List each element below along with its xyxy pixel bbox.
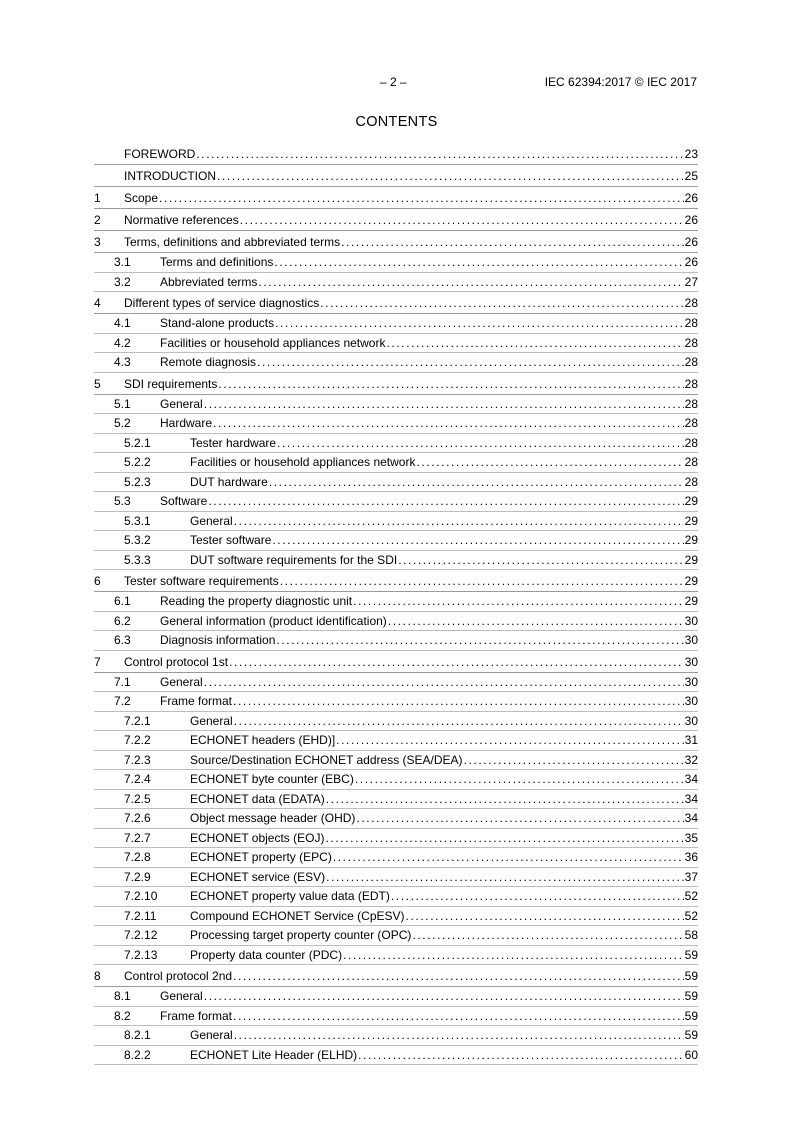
toc-entry-page: 30 (684, 694, 698, 708)
toc-entry-number: 3 (94, 235, 101, 249)
toc-entry-page: 28 (684, 416, 698, 430)
toc-entry[interactable] (94, 987, 698, 1007)
toc-entry-number: 7.2.2 (124, 733, 151, 747)
toc-entry-page: 59 (684, 947, 698, 962)
toc-entry-number: 5.1 (114, 396, 131, 411)
toc-entry-page: 29 (684, 494, 698, 508)
toc-entry[interactable] (94, 531, 698, 551)
dot-leader (234, 712, 684, 732)
dot-leader (355, 770, 684, 790)
dot-leader (280, 570, 684, 592)
toc-entry[interactable] (94, 165, 698, 187)
dot-leader (358, 1046, 683, 1066)
toc-entry-page: 34 (684, 772, 698, 786)
dot-leader (274, 253, 683, 273)
toc-entry-label: ECHONET Lite Header (ELHD) (190, 1047, 358, 1062)
toc-entry[interactable] (94, 373, 698, 395)
toc-entry-number: 4.1 (114, 316, 131, 330)
toc-entry[interactable] (94, 551, 698, 571)
toc-entry-label: Frame format (160, 1008, 233, 1023)
page-number: – 2 – (380, 75, 407, 89)
toc-entry-page: 28 (684, 335, 698, 350)
toc-entry-page: 34 (684, 791, 698, 806)
toc-entry[interactable] (94, 592, 698, 612)
toc-entry-label: Terms and definitions (160, 255, 274, 269)
toc-entry-label: FOREWORD (124, 147, 196, 161)
toc-entry-number: 7.2.12 (124, 928, 158, 942)
toc-entry-label: DUT software requirements for the SDI (190, 552, 398, 567)
toc-entry-label: SDI requirements (124, 376, 218, 391)
toc-entry-label: ECHONET headers (EHD)] (190, 733, 336, 747)
toc-entry-number: 7.2.10 (124, 889, 158, 903)
toc-entry-page: 52 (684, 889, 698, 903)
toc-entry[interactable] (94, 512, 698, 532)
toc-entry-label: DUT hardware (190, 474, 268, 489)
dot-leader (204, 395, 684, 415)
dot-leader (229, 651, 684, 673)
toc-entry-number: 5.3.1 (124, 513, 151, 528)
toc-entry-page: 29 (684, 552, 698, 567)
toc-entry[interactable] (94, 292, 698, 314)
toc-entry-label: Tester hardware (190, 435, 277, 450)
toc-entry[interactable] (94, 231, 698, 253)
toc-entry[interactable] (94, 946, 698, 966)
toc-entry-label: Scope (124, 191, 159, 205)
toc-entry-page: 28 (684, 435, 698, 450)
dot-leader (204, 673, 684, 693)
toc-entry-page: 29 (684, 594, 698, 608)
toc-entry-number: 7.2.5 (124, 791, 151, 806)
toc-entry-number: 5.2 (114, 416, 131, 430)
dot-leader (276, 631, 683, 651)
toc-entry-label: General (160, 396, 203, 411)
toc-entry-label: General (190, 713, 233, 728)
toc-entry-number: 7.2 (114, 694, 131, 708)
toc-entry-number: 5.3.2 (124, 533, 151, 547)
dot-leader (257, 353, 684, 373)
toc-entry[interactable] (94, 395, 698, 415)
toc-entry-page: 30 (684, 633, 698, 647)
toc-entry-label: General (190, 1028, 233, 1042)
dot-leader (159, 187, 684, 209)
toc-entry-number: 4.2 (114, 335, 131, 350)
toc-entry-page: 58 (684, 928, 698, 942)
toc-entry[interactable] (94, 143, 698, 165)
toc-entry-label: INTRODUCTION (124, 169, 216, 183)
toc-entry-label: Hardware (160, 416, 213, 430)
toc-entry-page: 59 (684, 969, 698, 983)
toc-entry-page: 30 (684, 713, 698, 728)
toc-entry[interactable] (94, 751, 698, 771)
dot-leader (217, 165, 684, 187)
dot-leader (196, 143, 683, 165)
dot-leader (333, 848, 684, 868)
toc-entry[interactable] (94, 829, 698, 849)
toc-entry-number: 7.2.8 (124, 850, 151, 864)
toc-entry[interactable] (94, 712, 698, 732)
toc-entry-number: 7 (94, 654, 101, 669)
toc-entry-page: 59 (684, 989, 698, 1003)
page-title: CONTENTS (355, 114, 438, 130)
toc-entry[interactable] (94, 1046, 698, 1066)
toc-entry-label: Control protocol 2nd (124, 969, 233, 983)
dot-leader (213, 414, 684, 434)
toc-entry-page: 26 (684, 191, 698, 205)
toc-entry[interactable] (94, 1007, 698, 1027)
dot-leader (233, 965, 684, 987)
toc-entry[interactable] (94, 631, 698, 651)
toc-entry-page: 26 (684, 235, 698, 249)
toc-entry[interactable] (94, 314, 698, 334)
toc-entry-label: General (190, 513, 233, 528)
toc-entry-number: 7.2.6 (124, 811, 151, 825)
toc-entry-label: Normative references (124, 213, 239, 227)
toc-entry-page: 28 (684, 396, 698, 411)
toc-entry[interactable] (94, 414, 698, 434)
toc-entry-page: 32 (684, 752, 698, 767)
toc-entry-label: ECHONET data (EDATA) (190, 791, 325, 806)
toc-entry-page: 30 (684, 613, 698, 628)
toc-entry-number: 6.3 (114, 633, 131, 647)
toc-entry[interactable] (94, 887, 698, 907)
toc-entry-number: 8.2.2 (124, 1047, 151, 1062)
toc-entry-page: 60 (684, 1047, 698, 1062)
dot-leader (204, 987, 684, 1007)
toc-entry-label: ECHONET property value data (EDT) (190, 889, 390, 903)
toc-entry-page: 26 (684, 255, 698, 269)
toc-entry[interactable] (94, 692, 698, 712)
page-header (0, 75, 793, 93)
toc-entry-label: Stand-alone products (160, 316, 275, 330)
toc-entry-page: 28 (684, 376, 698, 391)
dot-leader (320, 292, 683, 314)
toc-entry[interactable] (94, 273, 698, 293)
toc-entry-label: Control protocol 1st (124, 654, 229, 669)
toc-entry[interactable] (94, 612, 698, 632)
toc-entry-number: 7.2.1 (124, 713, 151, 728)
dot-leader (258, 273, 683, 293)
dot-leader (388, 612, 684, 632)
toc-entry-label: ECHONET service (ESV) (190, 869, 326, 884)
toc-entry-page: 26 (684, 213, 698, 227)
toc-entry-number: 8.1 (114, 989, 131, 1003)
toc-entry-number: 6.1 (114, 594, 131, 608)
dot-leader (464, 751, 684, 771)
dot-leader (269, 473, 684, 493)
toc-entry-label: ECHONET property (EPC) (190, 850, 332, 864)
toc-entry-page: 23 (684, 147, 698, 161)
toc-entry[interactable] (94, 790, 698, 810)
dot-leader (391, 887, 684, 907)
dot-leader (218, 373, 683, 395)
toc-entry-page: 59 (684, 1008, 698, 1023)
dot-leader (275, 314, 684, 334)
dot-leader (326, 790, 684, 810)
toc-entry-number: 5.3.3 (124, 552, 151, 567)
toc-entry-label: Object message header (OHD) (190, 811, 356, 825)
toc-entry-number: 7.1 (114, 674, 131, 689)
toc-entry-label: General (160, 674, 203, 689)
dot-leader (325, 829, 683, 849)
toc-entry-label: Remote diagnosis (160, 355, 257, 369)
dot-leader (234, 512, 684, 532)
toc-entry[interactable] (94, 1026, 698, 1046)
dot-leader (240, 209, 684, 231)
toc-entry-number: 7.2.4 (124, 772, 151, 786)
toc-entry-number: 7.2.13 (124, 947, 158, 962)
toc-entry-page: 28 (684, 355, 698, 369)
toc-entry[interactable] (94, 848, 698, 868)
toc-entry-page: 52 (684, 908, 698, 923)
dot-leader (233, 692, 684, 712)
toc-entry-number: 3.1 (114, 255, 131, 269)
toc-entry-page: 30 (684, 674, 698, 689)
toc-entry-page: 28 (684, 455, 698, 469)
toc-entry[interactable] (94, 651, 698, 673)
dot-leader (233, 1007, 684, 1027)
dot-leader (326, 868, 684, 888)
toc-entry[interactable] (94, 353, 698, 373)
toc-entry-page: 29 (684, 574, 698, 588)
row-divider (94, 1064, 698, 1065)
toc-entry[interactable] (94, 209, 698, 231)
toc-entry-label: Tester software requirements (124, 574, 279, 588)
dot-leader (272, 531, 683, 551)
toc-entry[interactable] (94, 334, 698, 354)
toc-entry[interactable] (94, 473, 698, 493)
toc-entry[interactable] (94, 907, 698, 927)
dot-leader (356, 809, 683, 829)
toc-entry-number: 8.2 (114, 1008, 131, 1023)
toc-entry-number: 6.2 (114, 613, 131, 628)
toc-entry-label: Software (160, 494, 208, 508)
dot-leader (341, 231, 684, 253)
toc-entry[interactable] (94, 570, 698, 592)
toc-entry-label: General (160, 989, 203, 1003)
toc-entry-page: 27 (684, 274, 698, 289)
toc-entry-label: Compound ECHONET Service (CpESV) (190, 908, 405, 923)
table-of-contents (94, 143, 698, 1065)
toc-entry-number: 4 (94, 296, 101, 310)
toc-entry-page: 37 (684, 869, 698, 884)
toc-entry[interactable] (94, 731, 698, 751)
toc-entry-label: Diagnosis information (160, 633, 276, 647)
copyright-notice: IEC 62394:2017 © IEC 2017 (544, 75, 697, 89)
toc-entry-label: Tester software (190, 533, 272, 547)
dot-leader (343, 946, 684, 966)
toc-entry[interactable] (94, 965, 698, 987)
toc-entry-number: 3.2 (114, 274, 131, 289)
toc-entry-page: 31 (684, 733, 698, 747)
toc-entry-number: 6 (94, 574, 101, 588)
toc-entry-number: 7.2.3 (124, 752, 151, 767)
toc-entry-label: Reading the property diagnostic unit (160, 594, 353, 608)
dot-leader (416, 453, 683, 473)
toc-entry-number: 8 (94, 969, 101, 983)
toc-entry-label: Abbreviated terms (160, 274, 258, 289)
toc-entry-page: 25 (684, 169, 698, 183)
toc-entry-page: 29 (684, 513, 698, 528)
toc-entry-number: 5.2.2 (124, 455, 151, 469)
dot-leader (336, 731, 683, 751)
toc-entry[interactable] (94, 809, 698, 829)
toc-entry-label: Property data counter (PDC) (190, 947, 343, 962)
toc-entry-label: ECHONET objects (EOJ) (190, 830, 325, 845)
toc-entry[interactable] (94, 453, 698, 473)
toc-entry-page: 28 (684, 296, 698, 310)
toc-entry-page: 59 (684, 1028, 698, 1042)
toc-entry-page: 35 (684, 830, 698, 845)
toc-entry-number: 5 (94, 376, 101, 391)
toc-entry[interactable] (94, 926, 698, 946)
toc-entry-label: ECHONET byte counter (EBC) (190, 772, 354, 786)
dot-leader (398, 551, 683, 571)
toc-entry[interactable] (94, 434, 698, 454)
toc-entry[interactable] (94, 492, 698, 512)
toc-entry[interactable] (94, 770, 698, 790)
toc-entry-number: 7.2.9 (124, 869, 151, 884)
toc-entry-number: 5.2.3 (124, 474, 151, 489)
dot-leader (208, 492, 683, 512)
toc-entry-label: Source/Destination ECHONET address (SEA/DEA) (190, 752, 463, 767)
toc-entry-label: Facilities or household appliances network (160, 335, 386, 350)
dot-leader (234, 1026, 684, 1046)
dot-leader (277, 434, 684, 454)
toc-entry-number: 8.2.1 (124, 1028, 151, 1042)
toc-entry-label: Different types of service diagnostics (124, 296, 320, 310)
toc-entry-label: Terms, definitions and abbreviated terms (124, 235, 341, 249)
toc-entry-number: 2 (94, 213, 101, 227)
toc-entry-label: Facilities or household appliances network (190, 455, 416, 469)
toc-entry-number: 1 (94, 191, 101, 205)
toc-entry-label: Processing target property counter (OPC) (190, 928, 412, 942)
toc-entry-page: 30 (684, 654, 698, 669)
toc-entry-number: 4.3 (114, 355, 131, 369)
toc-entry-page: 34 (684, 811, 698, 825)
toc-entry-number: 7.2.7 (124, 830, 151, 845)
toc-entry[interactable] (94, 253, 698, 273)
toc-entry-page: 29 (684, 533, 698, 547)
dot-leader (353, 592, 684, 612)
toc-entry-page: 28 (684, 474, 698, 489)
toc-entry-number: 5.3 (114, 494, 131, 508)
toc-entry[interactable] (94, 673, 698, 693)
toc-entry[interactable] (94, 868, 698, 888)
toc-entry-page: 28 (684, 316, 698, 330)
toc-entry-label: General information (product identification) (160, 613, 387, 628)
toc-entry-number: 5.2.1 (124, 435, 151, 450)
toc-entry-page: 36 (684, 850, 698, 864)
toc-entry-number: 7.2.11 (124, 908, 157, 923)
dot-leader (406, 907, 684, 927)
toc-entry[interactable] (94, 187, 698, 209)
toc-entry-label: Frame format (160, 694, 233, 708)
dot-leader (386, 334, 683, 354)
dot-leader (412, 926, 683, 946)
